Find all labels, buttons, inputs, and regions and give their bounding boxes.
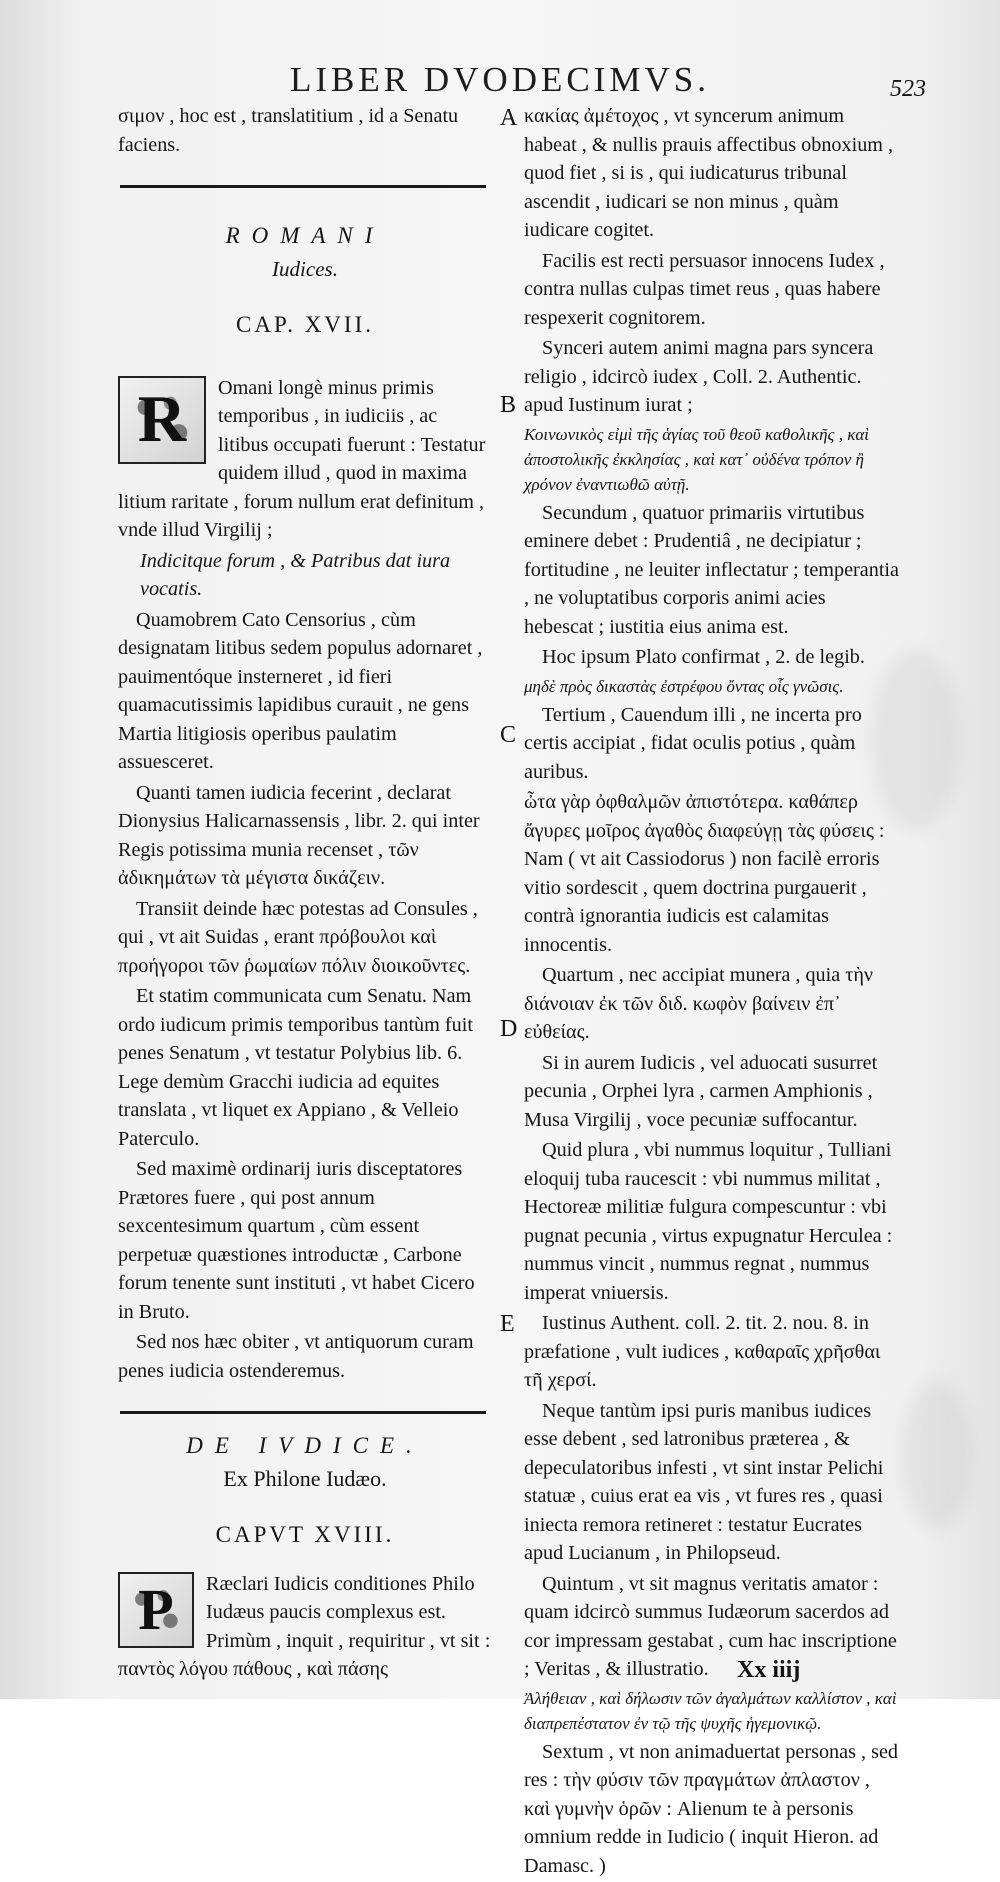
section-rule	[120, 185, 486, 188]
verse-quotation: Indicitque forum , & Patribus dat iura vocatis.	[140, 549, 451, 600]
paragraph: Sed maximè ordinarij iuris disceptatores Prætores fuere , qui post annum sexcentesimum quartum , cùm essent perpetuæ quæstiones introductæ , Carbone forum tenente sunt instituti , vt habet Cicero in Bruto.	[118, 1158, 475, 1323]
paper-show-through	[902, 1380, 972, 1530]
paragraph: Transiit deinde hæc potestas ad Consules , qui , vt ait Suidas , erant πρόβουλοι καὶ προήγοροι τῶν ῥωμαίων πόλιν διοικοῦντες.	[118, 897, 478, 977]
paragraph: Hoc ipsum Plato confirmat , 2. de legib.	[542, 646, 865, 668]
dropcap-r: R	[118, 376, 206, 464]
paragraph: Iustinus Authent. coll. 2. tit. 2. nou. 8. in præfatione , vult iudices , καθαραῖς χρῆσθαι τῆ χερσί.	[524, 1312, 881, 1391]
greek-quotation: Κοινωνικὸς εἰμὶ τῆς ἁγίας τοῦ θεοῦ καθολικῆς , καὶ ἀποστολικῆς ἐκκλησίας , καὶ κατ᾽ οὐδένα τρόπον ἢ χρόνον ἐναντιωθῶ αὐτῇ.	[524, 424, 870, 494]
paragraph	[118, 1570, 492, 1684]
paragraph: Tertium , Cauendum illi , ne incerta pro certis accipiat , fidat oculis potius , quàm auribus.	[524, 703, 862, 783]
paragraph: Sextum , vt non animaduertat personas , sed res : τὴν φύσιν τῶν πραγμάτων ἀπλαστον , καὶ γυμνὴν ὁρῶν : Alienum te à personis omnium redde in Iudicio ( inquit Hieron. ad Damasc. )	[524, 1740, 899, 1877]
paragraph: Si in aurem Iudicis , vel aduocati susurret pecunia , Orphei lyra , carmen Amphionis , Musa Virgilij , voce pecuniæ suffocantur.	[524, 1051, 878, 1131]
paragraph: ὦτα γὰρ ὀφθαλμῶν ἀπιστότερα. καθάπερ ἄγυρες μοῖρος ἀγαθὸς διαφεύγῃ τὰς φύσεις : Nam ( vt ait Cassiodorus ) non facilè erroris vitio sordescit , quem doctrina purgauerit , contrà ignorantia iudicis est calamitas innocentis.	[524, 791, 885, 956]
right-column	[524, 102, 900, 1882]
paragraph: Secundum , quatuor primariis virtutibus eminere debet : Prudentiâ , ne decipiatur ; fortitudine , ne leuiter inflectatur ; temperantia , ne voluptatibus corporis animi acies hebescat ; iustitia eius anima est.	[524, 501, 899, 638]
section-title: DE IVDICE.	[186, 1433, 424, 1458]
chapter-heading: CAP. XVII.	[236, 312, 374, 337]
paragraph	[118, 374, 492, 545]
paragraph: Quintum , vt sit magnus veritatis amator : quam idcircò summus Iudæorum sacerdos ad cor impressam gestabat , cum hac inscriptione ; Veritas , & illustratio.	[524, 1572, 897, 1680]
left-column	[118, 102, 492, 1686]
running-head: LIBER DVODECIMVS.	[290, 60, 710, 99]
paragraph: Quamobrem Cato Censorius , cùm designatam litibus sedem populus adornaret , pauimentóque insterneret , id fieri quamacutissimis lapidibus curauit , ne gens Martia litigiosis operibus paulatim assuesceret.	[118, 608, 483, 773]
greek-quotation: μηδὲ πρὸς δικαστὰς ἐστρέφου ὄντας οἷς γνῶσις.	[524, 676, 844, 696]
section-subtitle: Ex Philone Iudæo.	[223, 1465, 387, 1491]
paragraph: Et statim communicata cum Senatu. Nam ordo iudicum primis temporibus tantùm fuit penes Senatum , vt testatur Polybius lib. 6. Lege demùm Gracchi iudicia ad equites translata , vt liquet ex Appiano , & Velleio Paterculo.	[118, 985, 473, 1150]
page-number: 523	[890, 76, 926, 102]
paragraph: Synceri autem animi magna pars syncera religio , idcircò iudex , Coll. 2. Authentic. apud Iustinum iurat ;	[524, 337, 874, 416]
section-subtitle: Iudices.	[272, 256, 338, 281]
section-title: ROMANI	[225, 223, 385, 248]
paragraph: Quid plura , vbi nummus loquitur , Tulliani eloquij tuba raucescit : vbi nummus militat , Hectoreæ militiæ fulgura compescuntur : vbi pugnat pecunia , virtus expugnatur Herculea : nummus vincit , nummus regnat , nummus imperat vniuersis.	[524, 1139, 893, 1304]
paragraph-text: Omani longè minus primis temporibus , in iudiciis , ac litibus occupati fuerunt : Testatur quidem illud , quod in maxima litium raritate , forum nullum erat definitum , vnde illud Virgilij ;	[118, 376, 486, 541]
paragraph-text: Ræclari Iudicis conditiones Philo Iudæus paucis complexus est. Primùm , inquit , requiritur , vt sit : παντὸς λόγου πάθους , καὶ πάσης	[118, 1572, 491, 1680]
chapter-heading: CAPVT XVIII.	[215, 1522, 395, 1547]
page-marker: E	[500, 1311, 515, 1337]
paragraph: Quanti tamen iudicia fecerint , declarat Dionysius Halicarnassensis , libr. 2. qui inter Regis potissima munia recenset , τῶν ἀδικημάτων τὰ μέγιστα δικάζειν.	[118, 781, 480, 889]
paragraph: Neque tantùm ipsi puris manibus iudices esse debent , sed latronibus præterea , & depeculatoribus infesti , vt sint instar Pelichi statuæ , cuius erat ea vis , vt fures res , quasi iniecta remora retineret : testatur Eucrates apud Lucianum , in Philopseud.	[524, 1399, 884, 1564]
catchword: Xx iiij	[737, 1657, 801, 1683]
paragraph: κακίας ἀμέτοχος , vt syncerum animum habeat , & nullis prauis affectibus obnoxium , quod fiet , si is , qui iudicaturus tribunal ascendit , iudicari se non minus , quàm iudicare cogitet.	[524, 105, 894, 241]
left-opening-lines: σιμον , hoc est , translatitium , id a Senatu faciens.	[118, 105, 459, 156]
section-rule	[120, 1411, 486, 1414]
page-marker: B	[500, 392, 517, 418]
paragraph: Quartum , nec accipiat munera , quia τὴν διάνοιαν ἐκ τῶν διδ. κωφὸν βαίνειν ἐπ᾽ εὐθείας.	[524, 964, 874, 1043]
page-marker: C	[500, 722, 517, 748]
paragraph: Facilis est recti persuasor innocens Iudex , contra nullas culpas timet reus , quas habere respexerit cognitorem.	[524, 249, 885, 329]
page-marker: D	[500, 1016, 518, 1042]
paragraph: Sed nos hæc obiter , vt antiquorum curam penes iudicia ostenderemus.	[118, 1331, 474, 1382]
page-marker: A	[500, 105, 518, 131]
greek-quotation: Ἀλήθειαν , καὶ δήλωσιν τῶν ἀγαλμάτων καλλίστον , καὶ διαπρεπέστατον ἐν τῷ τῆς ψυχῆς ἡγεμονικῷ.	[524, 1688, 897, 1733]
dropcap-p: P	[118, 1572, 194, 1648]
